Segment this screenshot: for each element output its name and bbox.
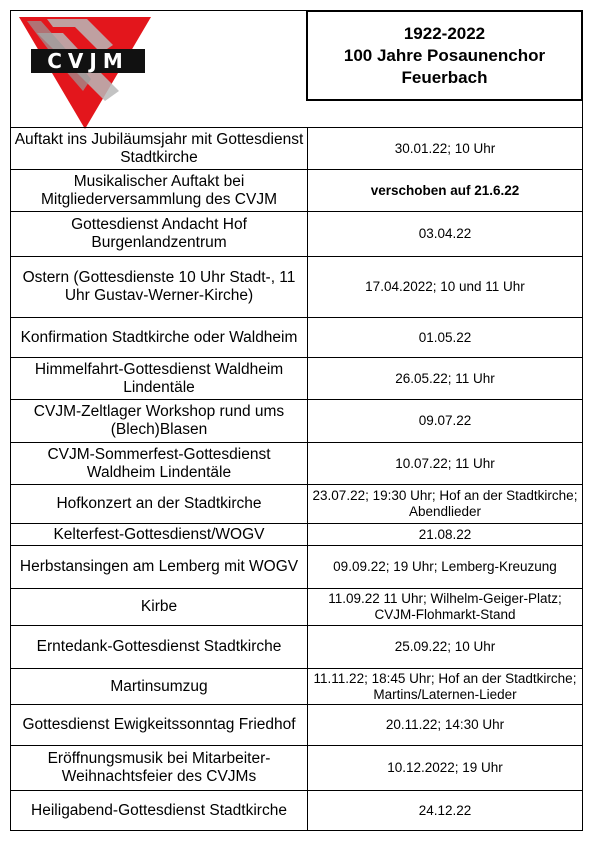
event-name: Auftakt ins Jubiläumsjahr mit Gottesdienst Stadtkirche (11, 128, 308, 170)
event-date: 10.12.2022; 19 Uhr (308, 746, 583, 791)
event-date: 11.11.22; 18:45 Uhr; Hof an der Stadtkirche; Martins/Laternen-Lieder (308, 669, 583, 705)
event-name: Kelterfest-Gottesdienst/WOGV (11, 524, 308, 546)
event-name: Erntedank-Gottesdienst Stadtkirche (11, 626, 308, 669)
header-spacer (306, 101, 583, 127)
logo-cell (10, 10, 306, 127)
event-date: 09.07.22 (308, 400, 583, 443)
event-name: Gottesdienst Andacht Hof Burgenlandzentrum (11, 212, 308, 257)
event-date: 17.04.2022; 10 und 11 Uhr (308, 257, 583, 318)
table-row (11, 524, 583, 546)
event-name: Eröffnungsmusik bei Mitarbeiter-Weihnachtsfeier des CVJMs (11, 746, 308, 791)
event-date: 20.11.22; 14:30 Uhr (308, 705, 583, 746)
event-date: 24.12.22 (308, 791, 583, 831)
event-name: Kirbe (11, 589, 308, 626)
event-name: Musikalischer Auftakt bei Mitgliederversammlung des CVJM (11, 170, 308, 212)
event-name: Ostern (Gottesdienste 10 Uhr Stadt-, 11 Uhr Gustav-Werner-Kirche) (11, 257, 308, 318)
cvjm-logo (17, 15, 159, 135)
table-row (11, 318, 583, 358)
title-line-1: 1922-2022 (403, 23, 486, 43)
table-row (11, 746, 583, 791)
event-date: 11.09.22 11 Uhr; Wilhelm-Geiger-Platz; CVJM-Flohmarkt-Stand (308, 589, 583, 626)
event-name: CVJM-Zeltlager Workshop rund ums (Blech)Blasen (11, 400, 308, 443)
event-name: Konfirmation Stadtkirche oder Waldheim (11, 318, 308, 358)
table-row (11, 257, 583, 318)
title-box (306, 10, 583, 101)
table-row (11, 626, 583, 669)
title-line-2: 100 Jahre Posaunenchor (343, 45, 546, 65)
event-name: CVJM-Sommerfest-Gottesdienst Waldheim Lindentäle (11, 443, 308, 485)
table-row (11, 791, 583, 831)
table-row (11, 358, 583, 400)
header (10, 10, 583, 127)
table-row (11, 128, 583, 170)
table-row (11, 485, 583, 524)
event-date: 10.07.22; 11 Uhr (308, 443, 583, 485)
event-name: Gottesdienst Ewigkeitssonntag Friedhof (11, 705, 308, 746)
event-date: 21.08.22 (308, 524, 583, 546)
event-name: Himmelfahrt-Gottesdienst Waldheim Lindentäle (11, 358, 308, 400)
table-row (11, 546, 583, 589)
event-date: 30.01.22; 10 Uhr (308, 128, 583, 170)
events-table (10, 127, 583, 831)
table-row (11, 400, 583, 443)
event-name: Hofkonzert an der Stadtkirche (11, 485, 308, 524)
event-date: 09.09.22; 19 Uhr; Lemberg-Kreuzung (308, 546, 583, 589)
event-date: verschoben auf 21.6.22 (308, 170, 583, 212)
table-row (11, 443, 583, 485)
table-row (11, 212, 583, 257)
event-date: 23.07.22; 19:30 Uhr; Hof an der Stadtkirche; Abendlieder (308, 485, 583, 524)
logo-text: CVJM (47, 49, 129, 73)
event-date: 26.05.22; 11 Uhr (308, 358, 583, 400)
table-row (11, 669, 583, 705)
event-date: 25.09.22; 10 Uhr (308, 626, 583, 669)
table-row (11, 589, 583, 626)
event-date: 01.05.22 (308, 318, 583, 358)
event-name: Heiligabend-Gottesdienst Stadtkirche (11, 791, 308, 831)
event-date: 03.04.22 (308, 212, 583, 257)
title-line-3: Feuerbach (401, 67, 488, 87)
table-row (11, 170, 583, 212)
event-name: Martinsumzug (11, 669, 308, 705)
table-row (11, 705, 583, 746)
event-name: Herbstansingen am Lemberg mit WOGV (11, 546, 308, 589)
